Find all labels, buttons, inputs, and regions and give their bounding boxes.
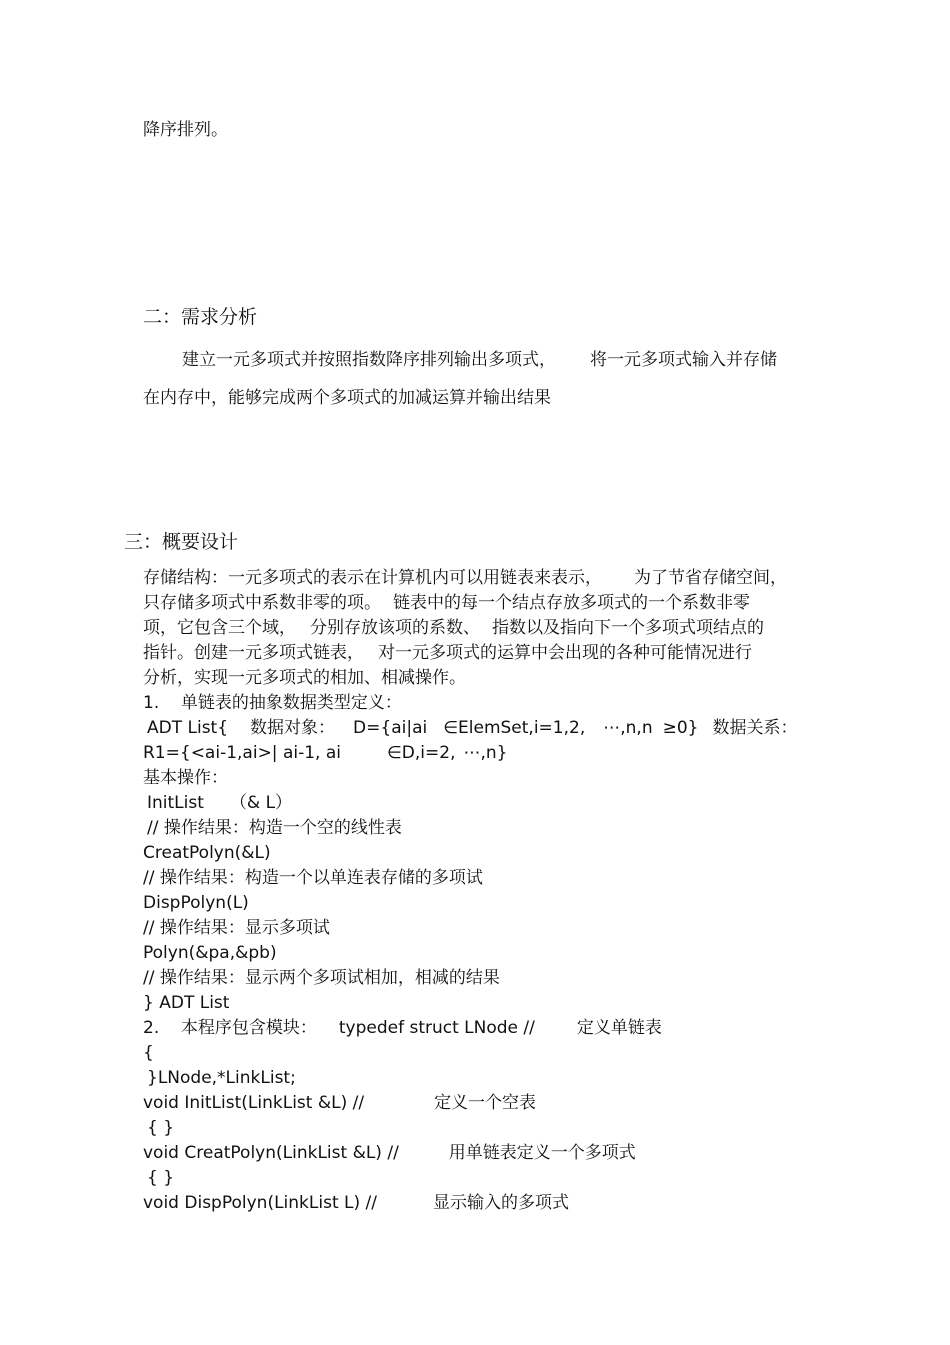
body-line-18: } ADT List — [143, 993, 230, 1013]
text: 将一元多项式输入并存储 — [590, 350, 777, 370]
text: void CreatPolyn(LinkList &L) // — [143, 1143, 399, 1163]
text: 项，它包含三个域， — [143, 618, 296, 638]
text: ⋯,n,n — [603, 718, 653, 738]
text: void DispPolyn(LinkList L) // — [143, 1193, 377, 1213]
body-line-22 — [143, 1092, 536, 1114]
text: 对一元多项式的运算中会出现的各种可能情况进行 — [378, 643, 752, 663]
body-line-17: // 操作结果：显示两个多项试相加，相减的结果 — [143, 968, 500, 988]
body-line-20: { — [143, 1043, 154, 1063]
text: InitList — [147, 793, 204, 813]
body-line-19 — [143, 1017, 662, 1039]
section3-heading: 三：概要设计 — [124, 531, 239, 553]
body-line-23: { } — [147, 1118, 175, 1138]
body-line-25: { } — [147, 1168, 175, 1188]
body-line-12: CreatPolyn(&L) — [143, 843, 271, 863]
body-line-6: 1. 单链表的抽象数据类型定义： — [143, 693, 402, 713]
body-line-14: DispPolyn(L) — [143, 893, 249, 913]
text: 分别存放该项的系数、 — [310, 618, 480, 638]
body-line-8 — [143, 742, 507, 764]
text: 数据关系： — [712, 718, 798, 738]
text: 只存储多项式中系数非零的项。 — [143, 593, 381, 613]
body-line-21: }LNode,*LinkList; — [147, 1068, 296, 1088]
text: R1={<ai-1,ai>| ai-1, ai — [143, 743, 341, 763]
body-line-7 — [147, 717, 798, 739]
text: 指数以及指向下一个多项式项结点的 — [492, 618, 764, 638]
text: 建立一元多项式并按照指数降序排列输出多项式， — [182, 350, 556, 370]
text: ⋯,n} — [463, 743, 508, 763]
text: 链表中的每一个结点存放多项式的一个系数非零 — [393, 593, 750, 613]
text: D={ai|ai — [353, 718, 428, 738]
text: ADT List{ — [147, 718, 229, 738]
text: 存储结构：一元多项式的表示在计算机内可以用链表来表示， — [143, 568, 602, 588]
body-line-11: // 操作结果：构造一个空的线性表 — [147, 818, 402, 838]
body-line-9: 基本操作： — [143, 768, 228, 788]
text: ∈D,i=2, — [386, 743, 456, 763]
body-line-2 — [143, 592, 750, 614]
top-line: 降序排列。 — [143, 120, 228, 140]
text: （& L） — [229, 793, 293, 813]
text: 指针。创建一元多项式链表， — [143, 643, 364, 663]
body-line-10 — [147, 792, 292, 814]
body-line-1 — [143, 567, 787, 589]
body-line-3 — [143, 617, 764, 639]
text: 定义一个空表 — [434, 1093, 537, 1113]
text: 用单链表定义一个多项式 — [448, 1143, 636, 1163]
body-line-4 — [143, 642, 752, 664]
text: 2. 本程序包含模块： — [143, 1018, 317, 1038]
text: ∈ElemSet,i=1,2, — [443, 718, 586, 738]
body-line-24 — [143, 1142, 636, 1164]
text: 定义单链表 — [576, 1018, 662, 1038]
section2-heading: 二：需求分析 — [143, 306, 258, 328]
text: void InitList(LinkList &L) // — [143, 1093, 365, 1113]
body-line-15: // 操作结果：显示多项试 — [143, 918, 330, 938]
text: ≥0} — [662, 718, 699, 738]
body-line-26 — [143, 1192, 569, 1214]
section2-para2: 在内存中，能够完成两个多项式的加减运算并输出结果 — [143, 388, 551, 408]
text: typedef struct LNode // — [338, 1018, 535, 1038]
body-line-13: // 操作结果：构造一个以单连表存储的多项试 — [143, 868, 483, 888]
text: 数据对象： — [250, 718, 336, 738]
body-line-16: Polyn(&pa,&pb) — [143, 943, 277, 963]
text: 为了节省存储空间， — [634, 568, 787, 588]
section2-para1 — [182, 349, 777, 371]
body-line-5: 分析，实现一元多项式的相加、相减操作。 — [143, 668, 466, 688]
text: 显示输入的多项式 — [432, 1193, 569, 1213]
